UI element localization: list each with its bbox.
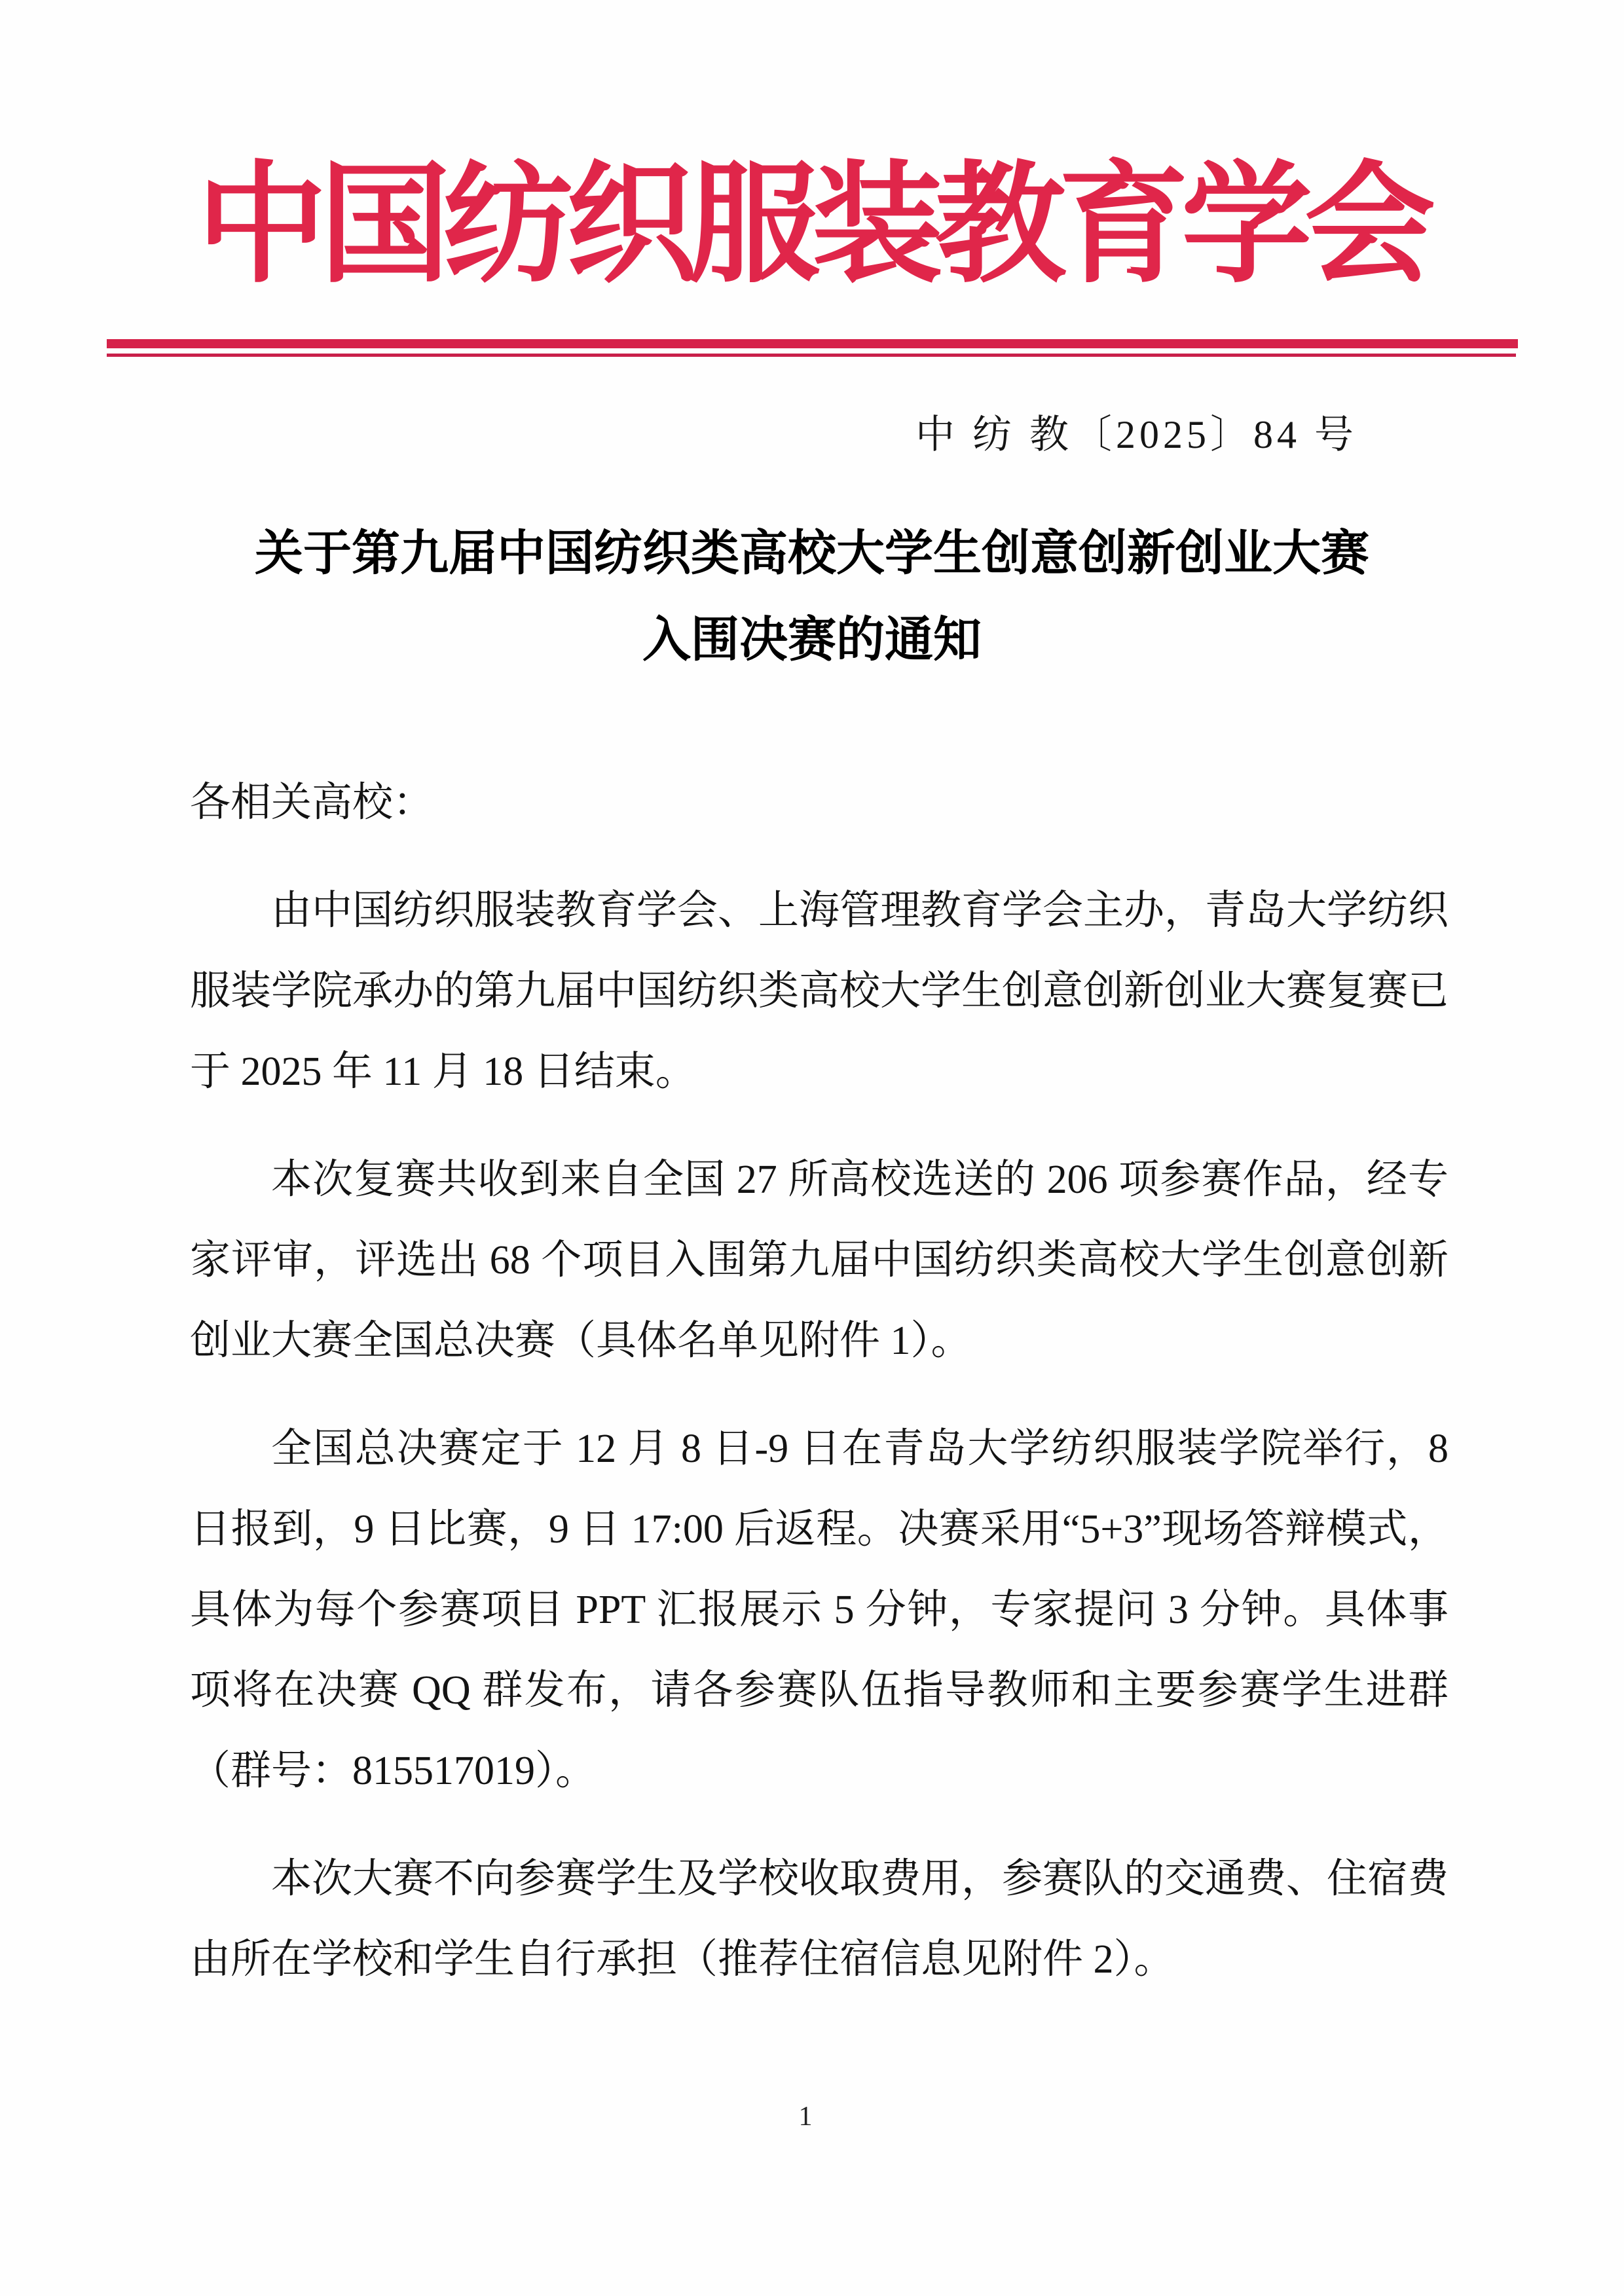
document-reference-number: 中 纺 教〔2025〕84 号 (915, 413, 1357, 456)
letterhead-org-name: 中国纺织服装教育学会 (196, 154, 1428, 299)
document-title (0, 511, 1624, 683)
letterhead-divider-thin (107, 354, 1516, 357)
body-paragraph: 由中国纺织服装教育学会、上海管理教育学会主办，青岛大学纺织服装学院承办的第九届中国纺织类高校大学生创意创新创业大赛复赛已于 2025 年 11 月 18 日结束。 (190, 888, 1449, 1094)
letterhead-divider-thick (107, 339, 1518, 348)
page-number: 1 (798, 2102, 813, 2132)
body-paragraph: 本次复赛共收到来自全国 27 所高校选送的 206 项参赛作品，经专家评审，评选出 68 个项目入围第九届中国纺织类高校大学生创意创新创业大赛全国总决赛（具体名单见附件 1）。 (190, 1157, 1449, 1363)
body-paragraph: 全国总决赛定于 12 月 8 日-9 日在青岛大学纺织服装学院举行，8 日报到，9 日比赛，9 日 17:00 后返程。决赛采用“5+3”现场答辩模式，具体为每个参赛项目 PPT 汇报展示 5 分钟，专家提问 3 分钟。具体事项将在决赛 QQ 群发布，请各参赛队伍指导教师和主要参赛学生进群（群号：815517019）。 (190, 1427, 1449, 1793)
document-title-line2: 入围决赛的通知 (642, 613, 982, 667)
document-body (190, 763, 1449, 2000)
document-title-line1: 关于第九届中国纺织类高校大学生创意创新创业大赛 (255, 527, 1369, 581)
salutation: 各相关高校： (190, 780, 434, 825)
body-paragraph: 本次大赛不向参赛学生及学校收取费用，参赛队的交通费、住宿费由所在学校和学生自行承担（推荐住宿信息见附件 2）。 (190, 1857, 1449, 1982)
